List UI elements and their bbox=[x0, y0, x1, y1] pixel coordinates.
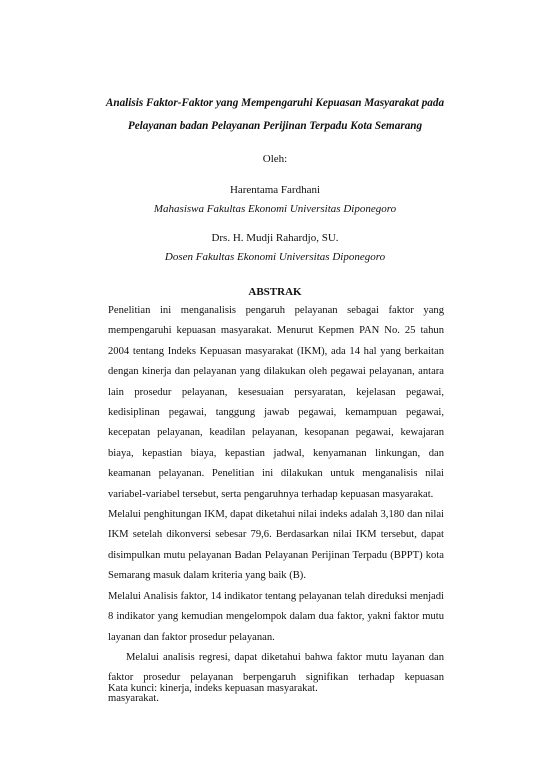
author-2-name: Drs. H. Mudji Rahardjo, SU. bbox=[211, 232, 339, 244]
abstract-paragraph-3: Melalui Analisis faktor, 14 indikator tentang pelayanan telah direduksi menjadi 8 indikator yang kemudian mengelompok dalam dua faktor, yakni faktor mutu layanan dan faktor prosedur pelayanan. bbox=[108, 590, 444, 643]
title-line-1: Analisis Faktor-Faktor yang Mempengaruhi Kepuasan Masyarakat pada bbox=[105, 97, 445, 109]
byline-label: Oleh: bbox=[262, 153, 288, 165]
abstract-paragraph-4: Melalui analisis regresi, dapat diketahui bahwa faktor mutu layanan dan faktor prosedur pelayanan berpengaruh signifikan terhadap kepuasan masyarakat. bbox=[108, 651, 444, 704]
author-1-affiliation: Mahasiswa Fakultas Ekonomi Universitas Diponegoro bbox=[153, 203, 397, 215]
abstract-paragraph-1: Penelitian ini menganalisis pengaruh pelayanan sebagai faktor yang mempengaruhi kepuasan masyarakat. Menurut Kepmen PAN No. 25 tahun 2004 tentang Indeks Kepuasan masyarakat (IKM), ada 14 hal yang berkaitan dengan kinerja dan pelayanan yang dilakukan oleh pegawai pelayanan, antara lain prosedur pelayanan, kesesuaian persyaratan, kejelasan pegawai, kedisiplinan pegawai, tanggung jawab pegawai, kemampuan pegawai, kecepatan pelayanan, keadilan pelayanan, kesopanan pegawai, kewajaran biaya, kepastian biaya, kepastian jadwal, kenyamanan linkungan, dan keamanan pelayanan. Penelitian ini dilakukan untuk menganalisis nilai variabel-variabel tersebut, serta pengaruhnya terhadap kepuasan masyarakat. bbox=[108, 305, 444, 500]
author-1-name: Harentama Fardhani bbox=[229, 184, 321, 196]
abstract-heading: ABSTRAK bbox=[248, 286, 302, 298]
paper-title bbox=[60, 92, 490, 138]
abstract-body bbox=[108, 301, 444, 709]
title-line-2: Pelayanan badan Pelayanan Perijinan Terpadu Kota Semarang bbox=[127, 120, 423, 132]
author-2-affiliation: Dosen Fakultas Ekonomi Universitas Diponegoro bbox=[164, 251, 386, 263]
abstract-paragraph-2: Melalui penghitungan IKM, dapat diketahui nilai indeks adalah 3,180 dan nilai IKM setelah dikonversi sebesar 79,6. Berdasarkan nilai IKM tersebut, dapat disimpulkan mutu pelayanan Badan Pelayanan Perijinan Terpadu (BPPT) kota Semarang masuk dalam kriteria yang baik (B). bbox=[108, 509, 444, 582]
keywords: Kata kunci: kinerja, indeks kepuasan masyarakat. bbox=[108, 683, 318, 694]
